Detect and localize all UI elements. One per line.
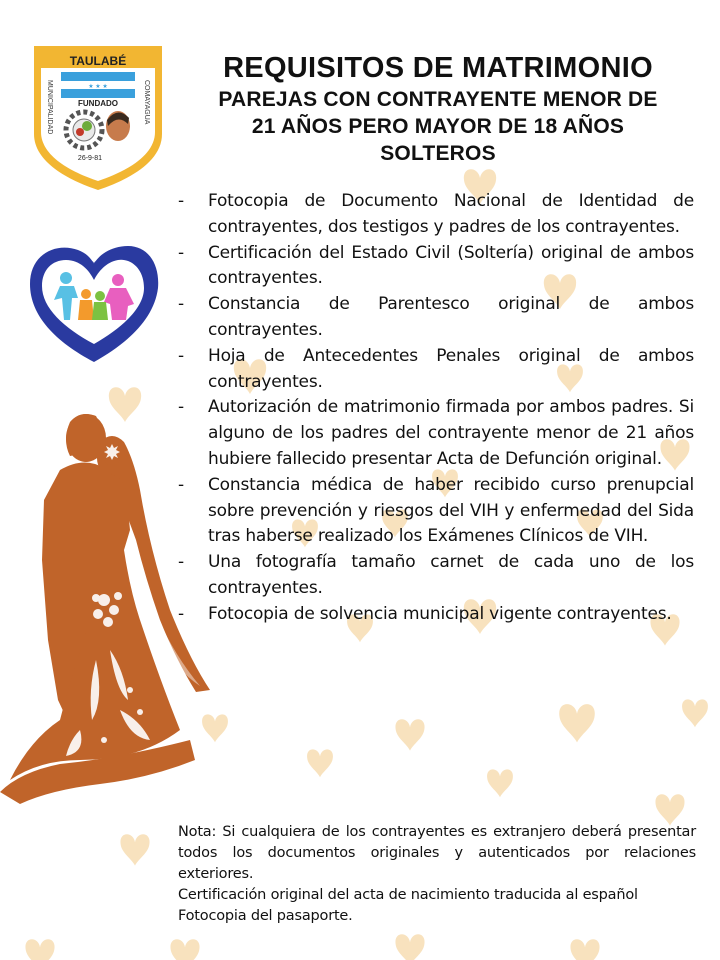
bullet-dash: -	[178, 397, 184, 418]
requirement-text: Constancia de Parentesco original de ambos contrayentes.	[208, 294, 694, 340]
subtitle-line-3: SOLTEROS	[380, 142, 496, 165]
bullet-dash: -	[178, 191, 184, 211]
svg-text:★ ★ ★: ★ ★ ★	[88, 84, 108, 90]
logo-top-text: TAULABÉ	[69, 54, 127, 68]
requirement-item	[178, 344, 694, 396]
logo-center-text: FUNDADO	[78, 99, 118, 108]
municipality-shield-logo	[28, 42, 168, 192]
bullet-dash: -	[178, 294, 184, 315]
subtitle-line-2: 21 AÑOS PERO MAYOR DE 18 AÑOS	[251, 115, 625, 138]
requirement-text: Una fotografía tamaño carnet de cada uno de los contrayentes.	[208, 552, 694, 598]
logo-left-text: MUNICIPALIDAD	[46, 80, 53, 135]
requirement-item	[178, 395, 694, 472]
bullet-dash: -	[178, 345, 184, 366]
requirement-text: Certificación del Estado Civil (Soltería) original de ambos contrayentes.	[208, 242, 694, 289]
note-line-passport: Fotocopia del pasaporte.	[178, 908, 353, 924]
logo-date-text: 26-9-81	[77, 155, 103, 162]
heart-family-logo	[26, 236, 161, 366]
note-block	[178, 822, 696, 927]
requirement-item	[178, 602, 694, 628]
requirement-text: Hoja de Antecedentes Penales original de ambos contrayentes.	[208, 345, 694, 392]
bullet-dash: -	[178, 552, 184, 573]
bullet-dash: -	[178, 603, 184, 624]
page-title: REQUISITOS DE MATRIMONIO	[223, 52, 653, 84]
requirement-text: Constancia médica de haber recibido curso prenupcial sobre prevención y riesgos del VIH y enfermedad del Sida tras haberse realizado los Exámenes Clínicos de VIH.	[208, 474, 694, 547]
requirement-item	[178, 189, 694, 241]
note-paragraph: Nota: Si cualquiera de los contrayentes es extranjero deberá presentar todos los documentos originales y autenticados por relaciones exteriores.	[178, 824, 696, 882]
logo-right-text: COMAYAGUA	[143, 80, 150, 125]
bullet-dash: -	[178, 474, 184, 495]
page-title-block	[180, 50, 696, 167]
requirement-text: Fotocopia de Documento Nacional de Identidad de contrayentes, dos testigos y padres de los contrayentes.	[208, 191, 694, 237]
requirements-list	[178, 189, 694, 628]
subtitle-line-1: PAREJAS CON CONTRAYENTE MENOR DE	[218, 88, 658, 111]
requirement-text: Fotocopia de solvencia municipal vigente contrayentes.	[208, 603, 672, 624]
requirement-item	[178, 473, 694, 550]
requirement-text: Autorización de matrimonio firmada por ambos padres. Si alguno de los padres del contrayente menor de 21 años hubiere fallecido presentar Acta de Defunción original.	[208, 397, 694, 469]
bullet-dash: -	[178, 242, 184, 263]
requirement-item	[178, 292, 694, 344]
note-line-birth-certificate: Certificación original del acta de nacimiento traducida al español	[178, 887, 638, 903]
requirement-item	[178, 241, 694, 293]
requirement-item	[178, 550, 694, 602]
